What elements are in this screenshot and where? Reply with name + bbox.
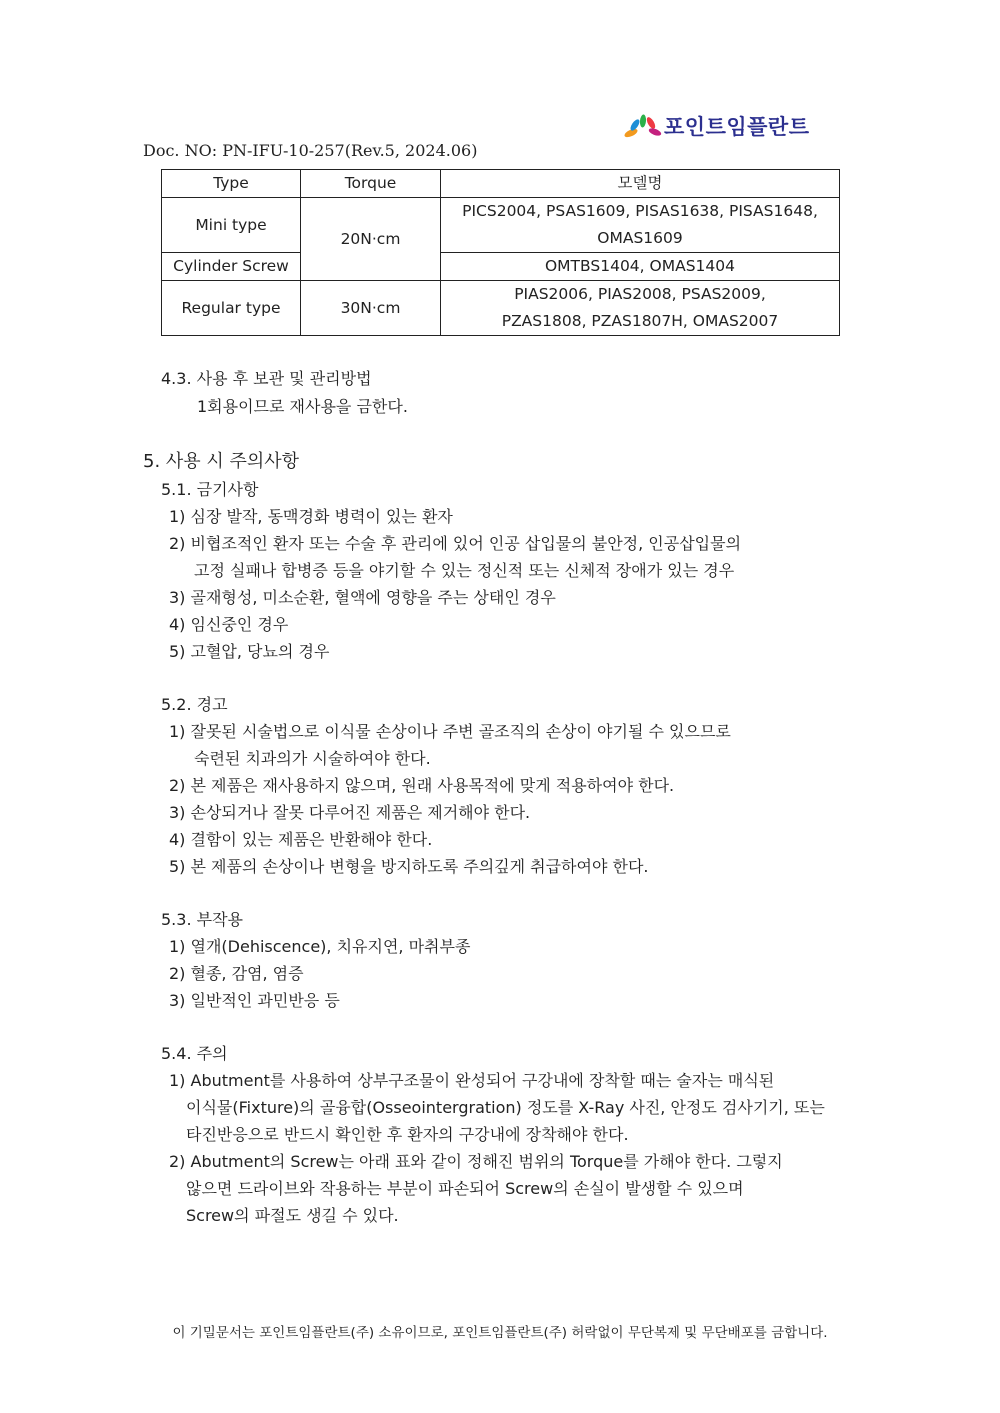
list-item-continuation: 고정 실패나 합병증 등을 야기할 수 있는 정신적 또는 신체적 장애가 있는 경우 (194, 561, 735, 580)
list-item: 5) 본 제품의 손상이나 변형을 방지하도록 주의깊게 취급하여야 한다. (169, 857, 649, 876)
table-row (162, 198, 840, 253)
model-cell (441, 253, 840, 281)
list-item-continuation: 않으면 드라이브와 작용하는 부분이 파손되어 Screw의 손실이 발생할 수 있으며 (186, 1179, 744, 1198)
list-item: 1) Abutment를 사용하여 상부구조물이 완성되어 구강내에 장착할 때는 술자는 매식된 (169, 1071, 775, 1090)
list-item: 2) 본 제품은 재사용하지 않으며, 원래 사용목적에 맞게 적용하여야 한다. (169, 776, 675, 795)
table-header-type: Type (162, 170, 301, 198)
list-item: 4) 결함이 있는 제품은 반환해야 한다. (169, 830, 433, 849)
list-item-continuation: 숙련된 치과의가 시술하여야 한다. (194, 749, 431, 768)
model-cell (441, 198, 840, 253)
table-header-torque: Torque (301, 170, 441, 198)
torque-table (161, 169, 840, 336)
section-5-2-title: 5.2. 경고 (161, 695, 228, 714)
model-line: PICS2004, PSAS1609, PISAS1638, PISAS1648, (462, 202, 818, 220)
section-5-1-title: 5.1. 금기사항 (161, 480, 259, 499)
table-row (162, 253, 840, 281)
model-cell (441, 281, 840, 336)
confidential-footer: 이 기밀문서는 포인트임플란트(주) 소유이므로, 포인트임플란트(주) 허락없이 무단복제 및 무단배포를 금합니다. (172, 1325, 828, 1341)
list-item: 1) 열개(Dehiscence), 치유지연, 마취부종 (169, 937, 471, 956)
section-5-3-title: 5.3. 부작용 (161, 910, 243, 929)
model-line: OMAS1609 (597, 229, 683, 247)
list-item: 1) 심장 발작, 동맥경화 병력이 있는 환자 (169, 507, 453, 526)
type-cell: Mini type (162, 198, 301, 253)
section-5-title: 5. 사용 시 주의사항 (143, 451, 300, 472)
section-5-4-title: 5.4. 주의 (161, 1044, 228, 1063)
logo-petals-icon (622, 113, 662, 139)
list-item: 4) 임신중인 경우 (169, 615, 289, 634)
company-logo (622, 112, 810, 140)
table-header-model: 모델명 (441, 170, 840, 198)
list-item: 5) 고혈압, 당뇨의 경우 (169, 642, 330, 661)
model-line: PZAS1808, PZAS1807H, OMAS2007 (501, 312, 779, 330)
table-row (162, 281, 840, 336)
section-4-3-title: 4.3. 사용 후 보관 및 관리방법 (161, 369, 372, 388)
logo-text: 포인트임플란트 (664, 115, 810, 139)
list-item: 1) 잘못된 시술법으로 이식물 손상이나 주변 골조직의 손상이 야기될 수 있으므로 (169, 722, 731, 741)
section-4-3-text: 1회용이므로 재사용을 금한다. (197, 397, 408, 416)
model-line: OMTBS1404, OMAS1404 (544, 257, 735, 275)
list-item: 2) 혈종, 감염, 염증 (169, 964, 304, 983)
list-item-continuation: Screw의 파절도 생길 수 있다. (186, 1206, 399, 1225)
list-item: 3) 골재형성, 미소순환, 혈액에 영향을 주는 상태인 경우 (169, 588, 556, 607)
list-item-continuation: 이식물(Fixture)의 골융합(Osseointergration) 정도를 X-Ray 사진, 안정도 검사기기, 또는 (186, 1098, 825, 1117)
table-header-row (162, 170, 840, 198)
model-line: PIAS2006, PIAS2008, PSAS2009, (514, 285, 766, 303)
list-item: 2) Abutment의 Screw는 아래 표와 같이 정해진 범위의 Torque를 가해야 한다. 그렇지 (169, 1152, 783, 1171)
list-item: 3) 손상되거나 잘못 다루어진 제품은 제거해야 한다. (169, 803, 531, 822)
type-cell: Regular type (162, 281, 301, 336)
list-item-continuation: 타진반응으로 반드시 확인한 후 환자의 구강내에 장착해야 한다. (186, 1125, 629, 1144)
list-item: 3) 일반적인 과민반응 등 (169, 991, 340, 1010)
list-item: 2) 비협조적인 환자 또는 수술 후 관리에 있어 인공 삽입물의 불안정, 인공삽입물의 (169, 534, 742, 553)
type-cell: Cylinder Screw (162, 253, 301, 281)
torque-cell: 30N·cm (301, 281, 441, 336)
document-number: Doc. NO: PN-IFU-10-257(Rev.5, 2024.06) (143, 141, 478, 160)
torque-cell: 20N·cm (301, 198, 441, 281)
